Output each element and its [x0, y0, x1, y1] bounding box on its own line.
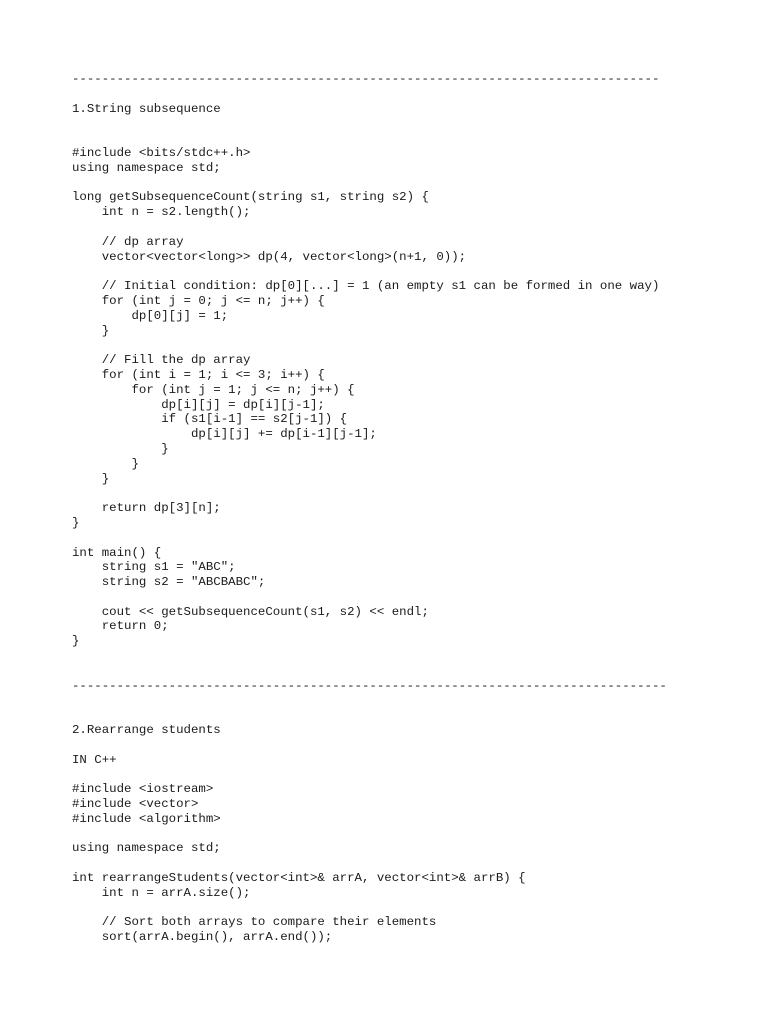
code-line: // dp array	[72, 234, 184, 249]
code-line: long getSubsequenceCount(string s1, string s2) {	[72, 190, 429, 205]
code-line: #include <vector>	[72, 797, 199, 812]
code-line	[72, 901, 752, 916]
code-line	[72, 220, 752, 235]
code-line: #include <bits/stdc++.h>	[72, 145, 251, 160]
code-line: // Fill the dp array	[72, 353, 251, 368]
code-line	[72, 708, 752, 723]
code-line: for (int j = 0; j <= n; j++) {	[72, 293, 325, 308]
code-line	[72, 131, 752, 146]
code-line	[72, 693, 752, 708]
code-line	[72, 738, 752, 753]
code-line	[72, 590, 752, 605]
code-line: // Sort both arrays to compare their elements	[72, 915, 437, 930]
code-line: int rearrangeStudents(vector<int>& arrA, vector<int>& arrB) {	[72, 871, 526, 886]
code-line: }	[72, 323, 110, 338]
code-line: for (int i = 1; i <= 3; i++) {	[72, 367, 325, 382]
code-line: if (s1[i-1] == s2[j-1]) {	[72, 412, 348, 427]
code-line: -------------------------------------------------------------------------------	[72, 72, 660, 86]
code-line: dp[0][j] = 1;	[72, 308, 229, 323]
code-line	[72, 264, 752, 279]
code-line: int main() {	[72, 545, 162, 560]
code-line: string s1 = "ABC";	[72, 560, 236, 575]
code-line: 2.Rearrange students	[72, 723, 221, 738]
code-line: using namespace std;	[72, 160, 221, 175]
code-line	[72, 116, 752, 131]
code-line: #include <algorithm>	[72, 811, 221, 826]
code-line	[72, 87, 752, 102]
code-line: sort(arrA.begin(), arrA.end());	[72, 930, 333, 945]
code-line	[72, 767, 752, 782]
code-line	[72, 649, 752, 664]
code-line: --------------------------------------------------------------------------------	[72, 678, 667, 693]
code-line	[72, 664, 752, 679]
code-line: }	[72, 634, 80, 649]
code-line: return 0;	[72, 619, 169, 634]
code-line: string s2 = "ABCBABC";	[72, 575, 266, 590]
code-line: }	[72, 515, 80, 530]
code-line: cout << getSubsequenceCount(s1, s2) << endl;	[72, 604, 429, 619]
code-listing	[72, 72, 752, 945]
code-line: int n = s2.length();	[72, 205, 251, 220]
code-line: }	[72, 471, 110, 486]
code-line: dp[i][j] += dp[i-1][j-1];	[72, 427, 377, 442]
code-line: using namespace std;	[72, 841, 221, 856]
code-line	[72, 486, 752, 501]
code-line	[72, 856, 752, 871]
code-line: }	[72, 456, 139, 471]
code-line: }	[72, 441, 169, 456]
code-line	[72, 827, 752, 842]
code-line: 1.String subsequence	[72, 101, 221, 116]
code-line: // Initial condition: dp[0][...] = 1 (an empty s1 can be formed in one way)	[72, 279, 660, 294]
code-line: for (int j = 1; j <= n; j++) {	[72, 382, 355, 397]
code-line	[72, 176, 752, 191]
code-line: #include <iostream>	[72, 782, 214, 797]
code-line: dp[i][j] = dp[i][j-1];	[72, 397, 325, 412]
code-line: int n = arrA.size();	[72, 885, 251, 900]
code-line: vector<vector<long>> dp(4, vector<long>(n+1, 0));	[72, 249, 467, 264]
code-line: return dp[3][n];	[72, 501, 221, 516]
code-line: IN C++	[72, 752, 117, 767]
code-line	[72, 338, 752, 353]
code-line	[72, 531, 752, 546]
